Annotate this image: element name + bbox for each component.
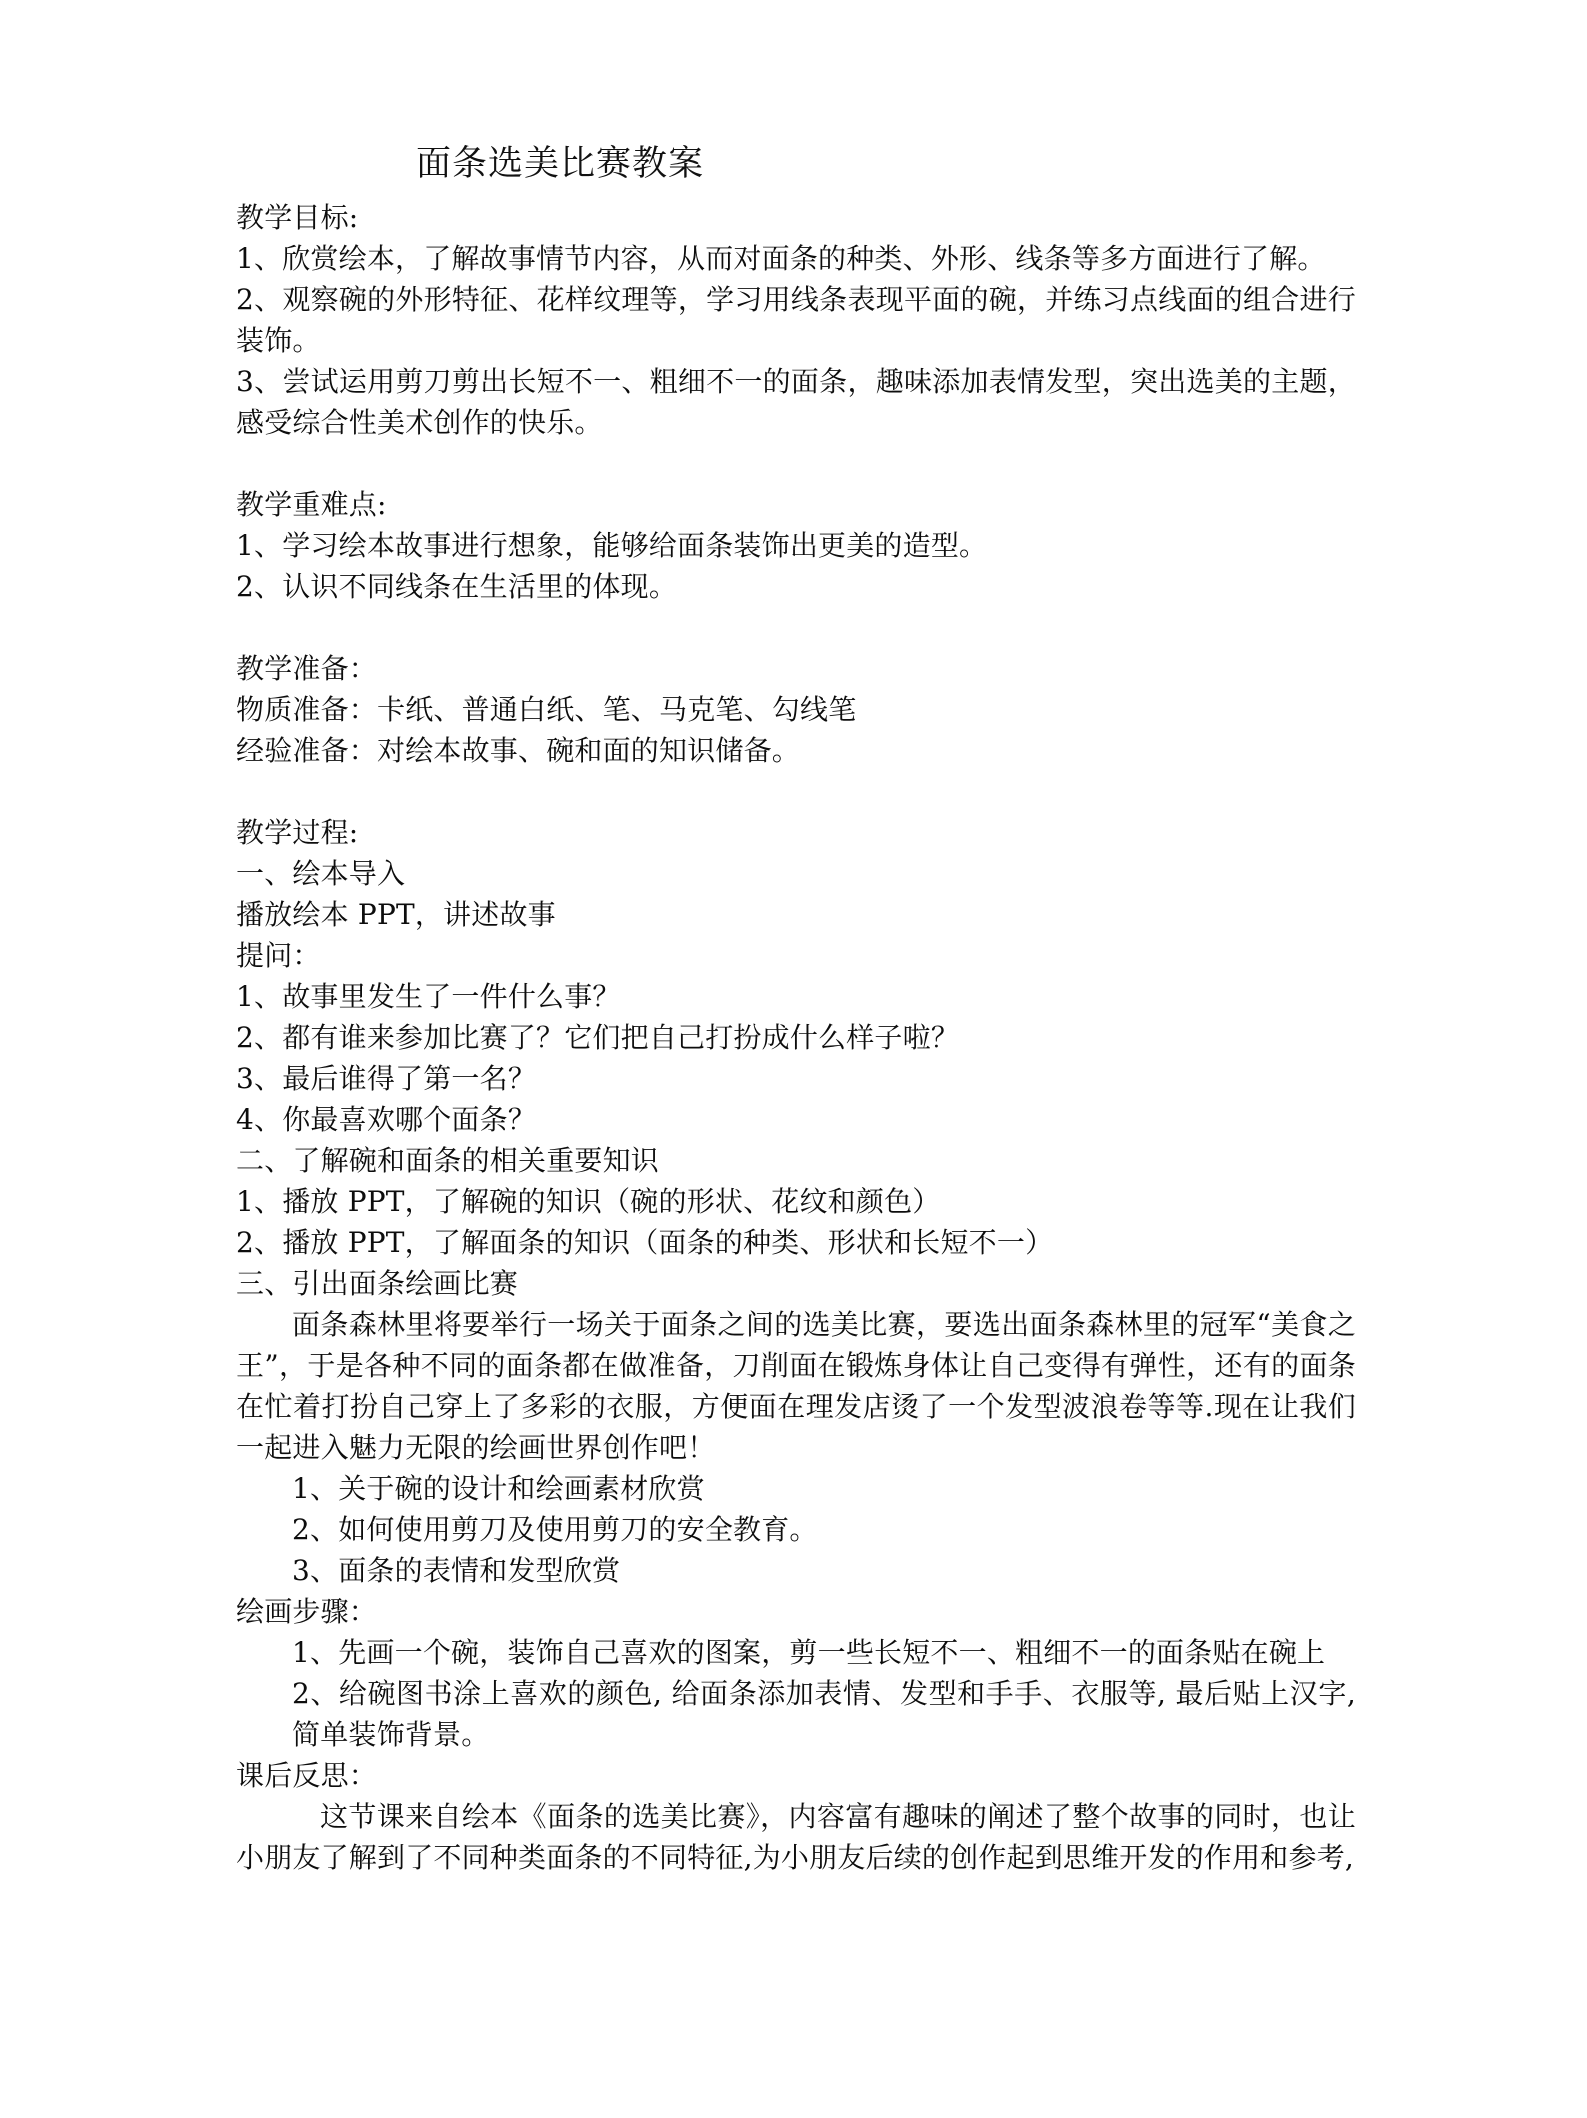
- process-part-three-paragraph: 面条森林里将要举行一场关于面条之间的选美比赛，要选出面条森林里的冠军“美食之王”，于是各种不同的面条都在做准备，刀削面在锻炼身体让自己变得有弹性，还有的面条在忙着打扮自己穿上了多彩的衣服，方便面在理发店烫了一个发型波浪卷等等.现在让我们一起进入魅力无限的绘画世界创作吧！: [236, 1308, 1356, 1464]
- process-part-two-item-1: 1、播放 PPT，了解碗的知识（碗的形状、花纹和颜色）: [236, 1185, 941, 1218]
- process-part-two-heading: 二、了解碗和面条的相关重要知识: [236, 1144, 660, 1177]
- section-heading-reflection: 课后反思：: [236, 1759, 378, 1792]
- objective-item-2: 2、观察碗的外形特征、花样纹理等，学习用线条表现平面的碗，并练习点线面的组合进行装饰。: [236, 283, 1356, 357]
- questions-heading: 提问：: [236, 939, 321, 972]
- process-part-one-heading: 一、绘本导入: [236, 857, 406, 890]
- preparation-material: 物质准备：卡纸、普通白纸、笔、马克笔、勾线笔: [236, 693, 857, 726]
- section-heading-drawing-steps: 绘画步骤：: [236, 1595, 378, 1628]
- key-point-item-2: 2、认识不同线条在生活里的体现。: [236, 570, 678, 603]
- question-item-3: 3、最后谁得了第一名？: [236, 1062, 537, 1095]
- preparation-experience: 经验准备：对绘本故事、碗和面的知识储备。: [236, 734, 801, 767]
- page-title: 面条选美比赛教案: [415, 144, 704, 184]
- section-spacer: [236, 771, 1356, 812]
- objective-item-1: 1、欣赏绘本，了解故事情节内容，从而对面条的种类、外形、线条等多方面进行了解。: [236, 242, 1326, 275]
- section-objectives: [236, 197, 1356, 443]
- question-item-2: 2、都有谁来参加比赛了？它们把自己打扮成什么样子啦？: [236, 1021, 960, 1054]
- process-part-three-heading: 三、引出面条绘画比赛: [236, 1267, 519, 1300]
- section-process: [236, 812, 1356, 1591]
- document-body: [236, 197, 1356, 1878]
- section-heading-objectives: 教学目标:: [236, 201, 359, 234]
- question-item-1: 1、故事里发生了一件什么事？: [236, 980, 621, 1013]
- section-heading-key-points: 教学重难点:: [236, 488, 387, 521]
- objective-item-3: 3、尝试运用剪刀剪出长短不一、粗细不一的面条，趣味添加表情发型，突出选美的主题，感受综合性美术创作的快乐。: [236, 365, 1356, 439]
- process-part-two-item-2: 2、播放 PPT，了解面条的知识（面条的种类、形状和长短不一）: [236, 1226, 1054, 1259]
- section-drawing-steps: [236, 1591, 1356, 1755]
- section-preparation: [236, 648, 1356, 771]
- reflection-paragraph: 这节课来自绘本《面条的选美比赛》，内容富有趣味的阐述了整个故事的同时，也让小朋友了解到了不同种类面条的不同特征,为小朋友后续的创作起到思维开发的作用和参考,: [236, 1800, 1356, 1874]
- process-part-three-item-2: 2、如何使用剪刀及使用剪刀的安全教育。: [292, 1513, 818, 1546]
- section-spacer: [236, 607, 1356, 648]
- drawing-step-item-2: 2、给碗图书涂上喜欢的颜色, 给面条添加表情、发型和手手、衣服等, 最后贴上汉字, 简单装饰背景。: [292, 1677, 1356, 1751]
- process-part-one-lead: 播放绘本 PPT，讲述故事: [236, 898, 556, 931]
- section-heading-preparation: 教学准备：: [236, 652, 378, 685]
- section-key-points: [236, 484, 1356, 607]
- section-spacer: [236, 443, 1356, 484]
- section-reflection: [236, 1755, 1356, 1878]
- process-part-three-item-3: 3、面条的表情和发型欣赏: [292, 1554, 621, 1587]
- section-heading-process: 教学过程:: [236, 816, 359, 849]
- key-point-item-1: 1、学习绘本故事进行想象，能够给面条装饰出更美的造型。: [236, 529, 988, 562]
- process-part-three-item-1: 1、关于碗的设计和绘画素材欣赏: [292, 1472, 705, 1505]
- question-item-4: 4、你最喜欢哪个面条？: [236, 1103, 537, 1136]
- drawing-step-item-1: 1、先画一个碗，装饰自己喜欢的图案，剪一些长短不一、粗细不一的面条贴在碗上: [292, 1636, 1326, 1669]
